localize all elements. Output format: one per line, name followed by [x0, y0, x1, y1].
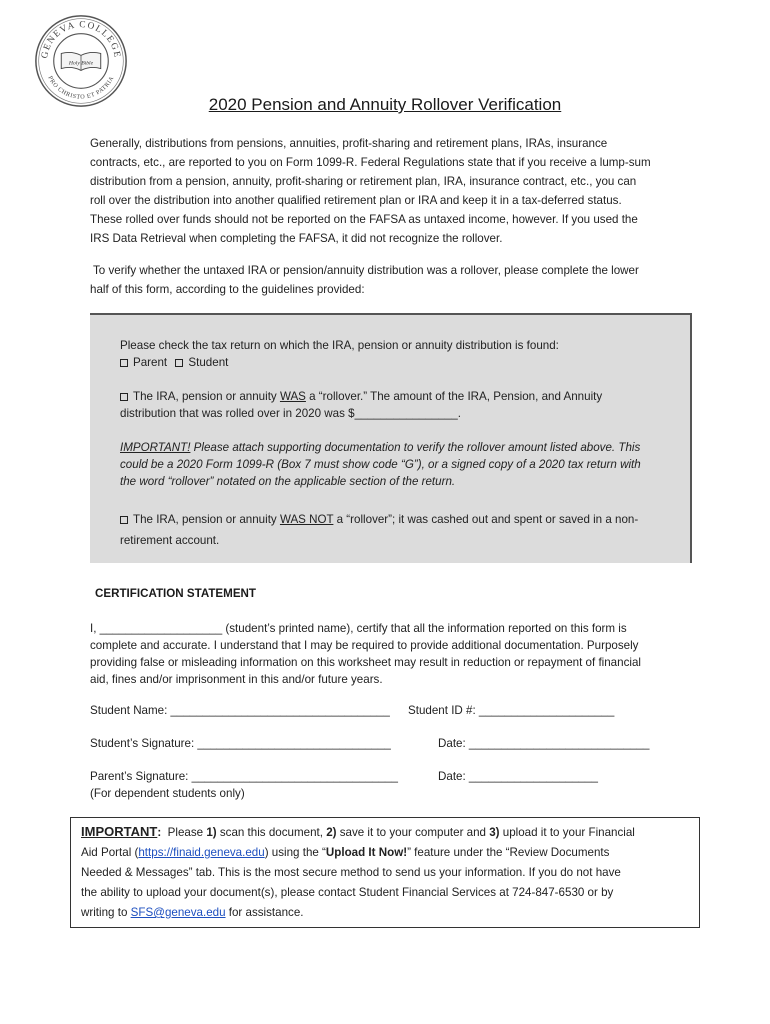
seal-top-text: GENEVA COLLEGE — [40, 20, 122, 60]
student-checkbox[interactable] — [175, 359, 183, 367]
student-signature-field[interactable]: Student’s Signature: ______________________________ — [90, 737, 391, 750]
parent-date-field[interactable]: Date: ____________________ — [438, 770, 598, 783]
rollover-was-option: The IRA, pension or annuity WAS a “rollover.” The amount of the IRA, Pension, and Annuity — [120, 388, 685, 405]
intro-paragraph: Generally, distributions from pensions, annuities, profit-sharing and retirement plans, IRAs, insurance contracts, etc., are reported to you on Form 1099-R. Federal Regulations state that if you receive a lump-sum distribution from a pension, annuity, profit-sharing or retirement plan, IRA, insurance contract, etc., you can roll over the distribution into another qualified retirement plan or IRA and keep it in a tax-deferred status. These rolled over funds should not be reported on the FAFSA as untaxed income, however. If you used the IRS Data Retrieval when completing the FAFSA, it did not recognize the rollover. — [90, 137, 651, 245]
was-not-rollover-checkbox[interactable] — [120, 516, 128, 524]
rollover-checklist-box — [90, 313, 692, 563]
geneva-college-seal — [34, 14, 128, 108]
important-note: IMPORTANT! Please attach supporting documentation to verify the rollover amount listed above. This could be a 2020 Form 1099-R (Box 7 must show code “G”), or a signed copy of a 2020 tax return with the word “rollover” notated on the applicable section of the return. — [120, 441, 641, 488]
student-id-field[interactable]: Student ID #: _____________________ — [408, 704, 615, 717]
instructions-paragraph: To verify whether the untaxed IRA or pension/annuity distribution was a rollover, please complete the lower half of this form, according to the guidelines provided: — [90, 264, 639, 296]
student-date-field[interactable]: Date: ____________________________ — [438, 737, 650, 750]
rollover-amount-line[interactable]: distribution that was rolled over in 2020 was $________________. — [120, 407, 461, 420]
parent-signature-field[interactable]: Parent’s Signature: ________________________________ — [90, 770, 398, 783]
rollover-was-not-option: The IRA, pension or annuity WAS NOT a “rollover”; it was cashed out and spent or saved in a non- retirement account. — [120, 513, 639, 547]
seal-book-text: Holy Bible — [68, 60, 94, 67]
page-title: 2020 Pension and Annuity Rollover Verification — [208, 95, 562, 114]
was-rollover-checkbox[interactable] — [120, 393, 128, 401]
student-name-field[interactable]: Student Name: __________________________________ — [90, 704, 390, 717]
important-heading: IMPORTANT — [81, 824, 158, 839]
student-label: Student — [188, 356, 229, 369]
check-prompt: Please check the tax return on which the IRA, pension or annuity distribution is found: — [120, 339, 559, 352]
return-type-options — [120, 354, 685, 371]
parent-checkbox[interactable] — [120, 359, 128, 367]
parent-label: Parent — [133, 356, 168, 369]
financial-aid-portal-link[interactable]: https://finaid.geneva.edu — [138, 846, 265, 859]
upload-instructions-box: IMPORTANT: Please 1) scan this document, 2) save it to your computer and 3) upload it to your Financial Aid Portal (https://finaid.geneva.edu) using the “Upload It Now!” feature under the “Review Documents Needed & Messages” tab. This is the most secure method to send us your information. If you do not have the ability to upload your document(s), please contact Student Financial Services at 724-847-6530 or by writing to SFS@geneva.edu for assistance. — [70, 817, 700, 928]
seal-bottom-text: PRO CHRISTO ET PATRIA — [46, 75, 116, 101]
sfs-email-link[interactable]: SFS@geneva.edu — [130, 906, 226, 919]
certification-heading: CERTIFICATION STATEMENT — [95, 587, 257, 600]
dependent-note: (For dependent students only) — [90, 787, 245, 800]
certification-statement: I, ___________________ (student’s printed name), certify that all the information reported on this form is complete and accurate. I understand that I may be required to provide additional documentation. Purposely providing false or misleading information on this worksheet may result in reduction or repayment of financial aid, fines and/or imprisonment in this and/or future years. — [90, 622, 641, 686]
